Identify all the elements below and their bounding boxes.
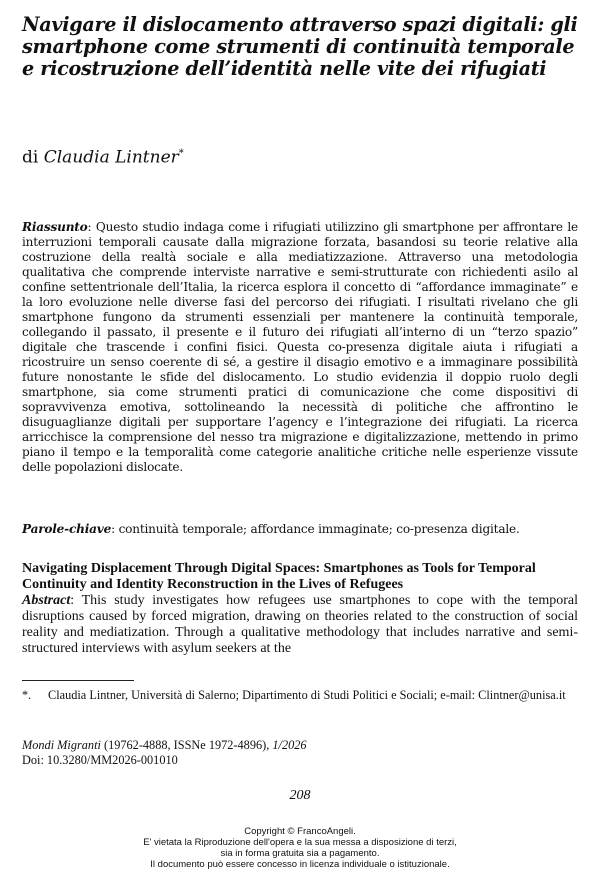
journal-issn: (19762-4888, ISSNe 1972-4896), — [100, 738, 273, 752]
journal-issue: 1/2026 — [272, 738, 307, 752]
english-abstract-text: This study investigates how refugees use smartphones to cope with the temporal disruptions caused by forced migration, drawing on theories related to the construction of social reality and mediatization. Through a qualitative methodology that includes narrative and semi-structured interviews with asylum seekers at the — [22, 593, 578, 656]
english-title: Navigating Displacement Through Digital Spaces: Smartphones as Tools for Temporal Continuity and Identity Reconstruction in the Lives of Refugees — [22, 561, 536, 592]
page-number: 208 — [289, 788, 311, 803]
footnote-mark: *. — [22, 688, 32, 702]
footnote-text: Claudia Lintner, Università di Salerno; Dipartimento di Studi Politici e Sociali; e-mail: Clintner@unisa.it — [48, 688, 566, 702]
copyright-notice — [0, 826, 600, 870]
copyright-line-1: Copyright © FrancoAngeli. — [244, 826, 356, 837]
english-abstract-label: Abstract — [22, 593, 71, 608]
copyright-line-2: E' vietata la Riproduzione dell'opera e la sua messa a disposizione di terzi, — [143, 837, 457, 848]
footnote-divider — [22, 680, 134, 681]
author-prefix: di — [22, 147, 39, 168]
journal-info — [22, 738, 578, 768]
author-line — [22, 144, 184, 168]
copyright-line-4: Il documento può essere concesso in licenza individuale o istituzionale. — [150, 859, 450, 870]
keywords-separator: : — [111, 522, 115, 536]
abstract-text: Questo studio indaga come i rifugiati utilizzino gli smartphone per affrontare le interruzioni temporali causate dalla migrazione forzata, basandosi su teorie relative alla costruzione della realtà sociale e alla mediatizzazione. Attraverso una metodologia qualitativa che comprende interviste narrative e semi-strutturate con richiedenti asilo al confine settentrionale dell’Italia, la ricerca esplora il concetto di “affordance immaginate” e la loro evoluzione nelle diverse fasi del percorso dei rifugiati. I risultati rivelano che gli smartphone fungono da strumenti essenziali per mantenere la continuità temporale, collegando il passato, il presente e il futuro dei rifugiati all’interno di un “terzo spazio” digitale che trascende i confini fisici. Questa co-presenza digitale aiuta i rifugiati a ricostruire un senso coerente di sé, a gestire il disagio emotivo e a immaginare possibilità future nonostante le sfide del dislocamento. Lo studio evidenzia il doppio ruolo degli smartphone, sia come strumenti pratici di comunicazione che come dispositivi di sopravvivenza emotiva, sottolineando la necessità di politiche che affrontino le disuguaglianze digitali per supportare l’agency e l’integrazione dei rifugiati. La ricerca arricchisce la comprensione del nesso tra migrazione e digitalizzazione, mettendo in primo piano il tempo e la temporalità come categorie analitiche critiche nelle esperienze vissute delle popolazioni dislocate. — [22, 220, 578, 474]
author-footnote-mark: * — [178, 148, 184, 159]
author-name: Claudia Lintner — [43, 147, 179, 168]
keywords-label: Parole-chiave — [22, 522, 112, 536]
journal-doi: Doi: 10.3280/MM2026-001010 — [22, 753, 178, 767]
journal-citation — [22, 738, 578, 753]
keywords-text: continuità temporale; affordance immaginate; co-presenza digitale. — [114, 522, 520, 536]
abstract-label-separator: : — [87, 220, 92, 234]
journal-name: Mondi Migranti — [22, 738, 101, 752]
italian-abstract — [22, 220, 578, 475]
article-title: Navigare il dislocamento attraverso spazi digitali: gli smartphone come strumenti di continuità temporale e ricostruzione dell’identità nelle vite dei rifugiati — [22, 13, 578, 80]
footnote — [22, 688, 578, 703]
english-abstract — [22, 593, 578, 657]
italian-keywords — [22, 522, 578, 537]
english-abstract-separator: : — [70, 593, 75, 608]
copyright-line-3: sia in forma gratuita sia a pagamento. — [220, 848, 380, 859]
abstract-label: Riassunto — [22, 220, 88, 234]
